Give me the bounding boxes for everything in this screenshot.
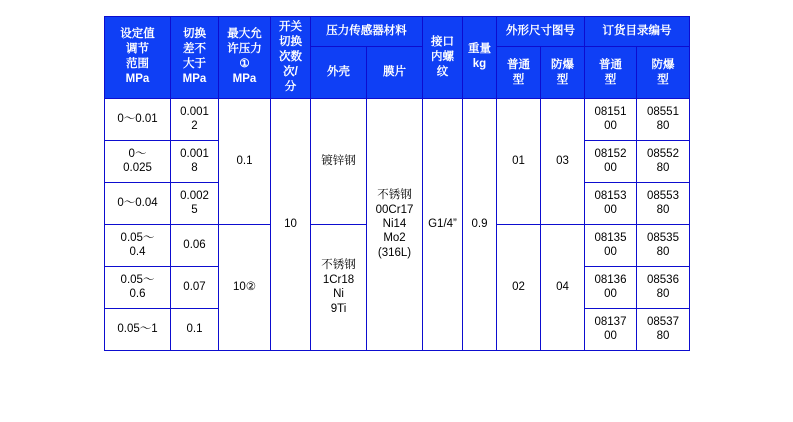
cell-drawing-ex-bottom: 04 [541, 224, 585, 350]
cell-range: 0.05～ 0.6 [105, 266, 171, 308]
cell-order-ex: 08553 80 [637, 182, 690, 224]
cell-drawing-standard-top: 01 [497, 98, 541, 224]
cell-switch-cycles: 10 [271, 98, 311, 350]
cell-shell-bottom: 不锈钢 1Cr18 Ni 9Ti [311, 224, 367, 350]
header-shell: 外壳 [311, 47, 367, 98]
header-order-ex: 防爆 型 [637, 47, 690, 98]
cell-order-standard: 08151 00 [585, 98, 637, 140]
cell-switch-diff: 0.1 [171, 308, 219, 350]
cell-max-pressure-top: 0.1 [219, 98, 271, 224]
cell-range: 0.05～ 0.4 [105, 224, 171, 266]
cell-order-standard: 08152 00 [585, 140, 637, 182]
header-range: 设定值 调节 范围 MPa [105, 17, 171, 99]
header-switch-diff: 切换 差不 大于 MPa [171, 17, 219, 99]
cell-switch-diff: 0.06 [171, 224, 219, 266]
cell-range: 0～ 0.025 [105, 140, 171, 182]
specification-table [104, 16, 690, 351]
cell-order-ex: 08552 80 [637, 140, 690, 182]
cell-weight: 0.9 [463, 98, 497, 350]
header-thread: 接口 内螺 纹 [423, 17, 463, 99]
table-header [105, 17, 690, 99]
header-drawing-ex: 防爆 型 [541, 47, 585, 98]
cell-order-standard: 08136 00 [585, 266, 637, 308]
cell-order-ex: 08536 80 [637, 266, 690, 308]
header-diaphragm: 膜片 [367, 47, 423, 98]
cell-diaphragm: 不锈钢 00Cr17 Ni14 Mo2 (316L) [367, 98, 423, 350]
cell-shell-top: 镀锌钢 [311, 98, 367, 224]
cell-switch-diff: 0.001 2 [171, 98, 219, 140]
cell-switch-diff: 0.07 [171, 266, 219, 308]
cell-order-ex: 08535 80 [637, 224, 690, 266]
cell-order-ex: 08537 80 [637, 308, 690, 350]
header-order-no: 订货目录编号 [585, 17, 690, 47]
cell-order-ex: 08551 80 [637, 98, 690, 140]
cell-thread: G1/4” [423, 98, 463, 350]
header-max-pressure: 最大允 许压力 ① MPa [219, 17, 271, 99]
table-row [105, 98, 690, 140]
cell-order-standard: 08137 00 [585, 308, 637, 350]
cell-max-pressure-bottom: 10② [219, 224, 271, 350]
header-drawing-standard: 普通 型 [497, 47, 541, 98]
cell-range: 0～0.01 [105, 98, 171, 140]
header-drawing-no: 外形尺寸图号 [497, 17, 585, 47]
header-row-1 [105, 17, 690, 47]
cell-order-standard: 08153 00 [585, 182, 637, 224]
cell-drawing-standard-bottom: 02 [497, 224, 541, 350]
cell-order-standard: 08135 00 [585, 224, 637, 266]
cell-switch-diff: 0.001 8 [171, 140, 219, 182]
cell-switch-diff: 0.002 5 [171, 182, 219, 224]
cell-range: 0.05～1 [105, 308, 171, 350]
header-sensor-material: 压力传感器材料 [311, 17, 423, 47]
table-body [105, 98, 690, 350]
header-weight: 重量 kg [463, 17, 497, 99]
cell-range: 0～0.04 [105, 182, 171, 224]
spec-table-container [104, 16, 689, 351]
cell-drawing-ex-top: 03 [541, 98, 585, 224]
header-switch-cycles: 开关 切换 次数 次/ 分 [271, 17, 311, 99]
header-order-standard: 普通 型 [585, 47, 637, 98]
